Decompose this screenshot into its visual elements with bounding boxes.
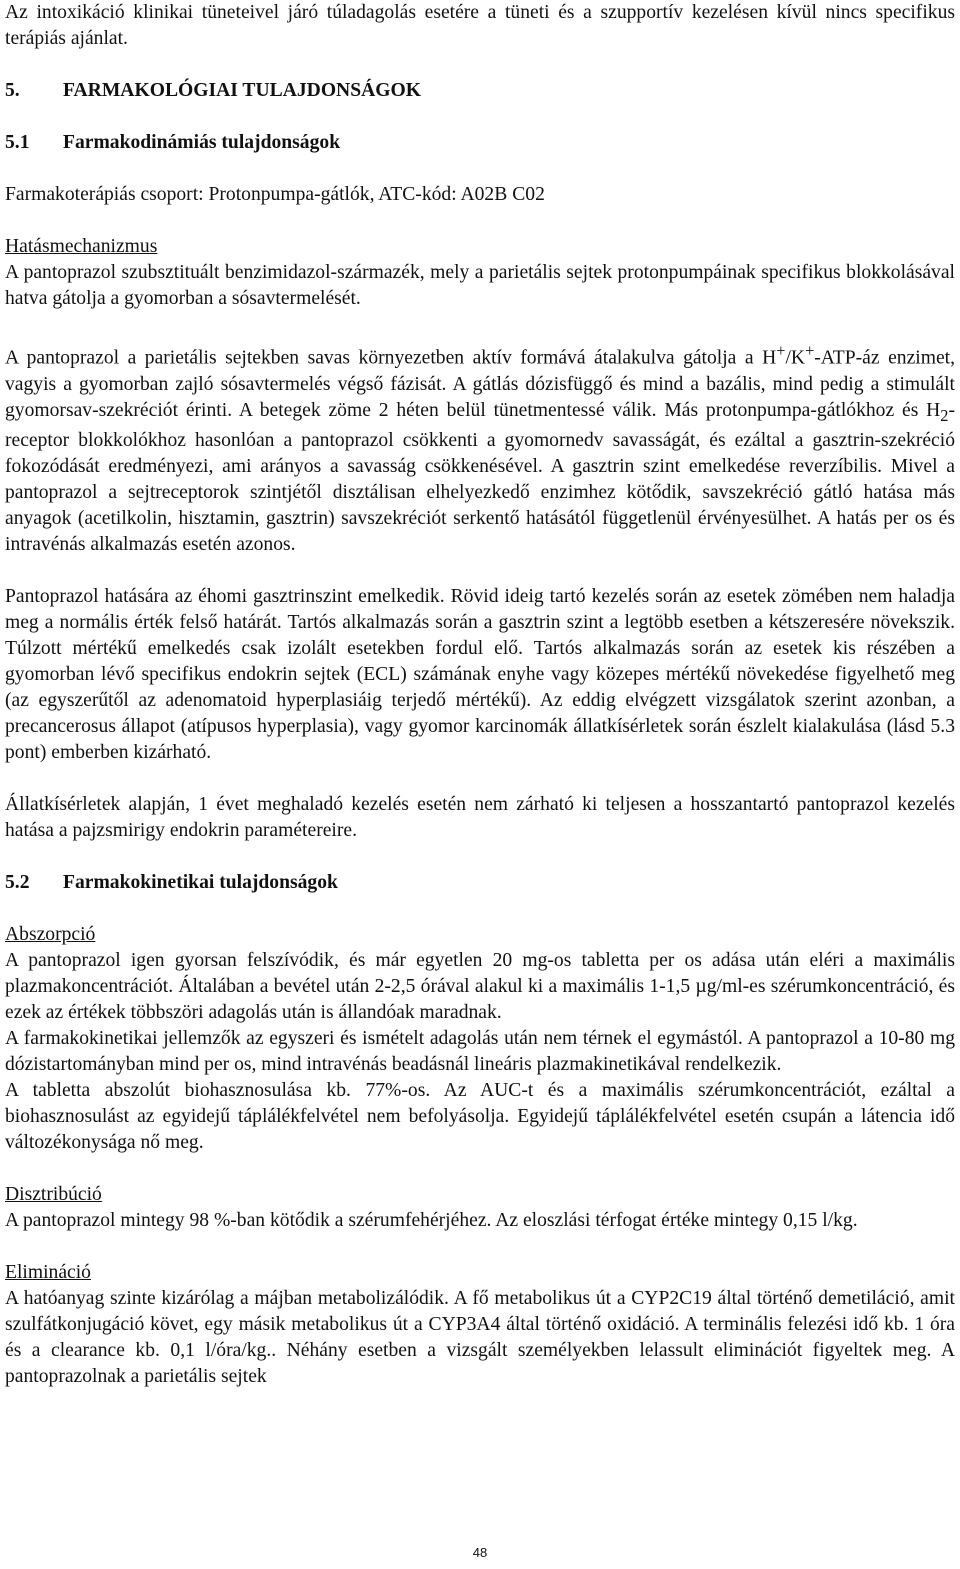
section-title: FARMAKOLÓGIAI TULAJDONSÁGOK — [63, 80, 421, 101]
section-number: 5.1 — [5, 132, 30, 153]
absorption-heading: Abszorpció — [5, 924, 96, 946]
elimination-paragraph: A hatóanyag szinte kizárólag a májban metabolizálódik. A fő metabolikus út a CYP2C19 által történő demetiláció, amit szulfátkonjugáció követ, egy másik metabolikus út a CYP3A4 által történő oxidáció. A terminális felezési idő kb. 1 óra és a clearance kb. 0,1 l/óra/kg.. Néhány esetben a vizsgált személyekben lelassult eliminációt figyeltek meg. A pantoprazolnak a parietális sejtek — [5, 1288, 955, 1388]
section-title: Farmakodinámiás tulajdonságok — [63, 132, 341, 153]
text-run: A pantoprazol a parietális sejtekben savas környezetben aktív formává átalakulva gátolja a H — [5, 347, 777, 369]
intro-paragraph: Az intoxikáció klinikai tüneteivel járó túladagolás esetére a tüneti és a szupportív kezelésen kívül nincs specifikus terápiás ajánlat. — [5, 2, 955, 49]
section-title: Farmakokinetikai tulajdonságok — [63, 872, 338, 894]
subscript: 2 — [940, 405, 949, 425]
elimination-heading: Elimináció — [5, 1262, 91, 1284]
absorption-paragraph-2: A farmakokinetikai jellemzők az egyszeri és ismételt adagolás után nem térnek el egymástól. A pantoprazol a 10-80 mg dózistartományban mind per os, mind intravénás beadásnál lineáris plazmakinetikával rendelkezik. — [5, 1028, 955, 1076]
animal-studies-paragraph: Állatkísérletek alapján, 1 évet meghaladó kezelés esetén nem zárható ki teljesen a hosszantartó pantoprazol kezelés hatása a pajzsmirigy endokrin paramétereire. — [5, 794, 955, 842]
distribution-heading: Disztribúció — [5, 1184, 102, 1206]
page-number: 48 — [472, 1545, 488, 1560]
section-5-2-heading — [5, 870, 955, 896]
text-run: -ATP-áz enzimet, vagyis a gyomorban zajló sósavtermelés végső fázisát. A gátlás dózisfüggő és mind a bazális, mind pedig a stimulált gyomorsav-szekréciót érinti. A betegek zöme 2 héten belül tünetmentessé válik. Más protonpumpa-gátlókhoz és H — [5, 347, 955, 421]
superscript: + — [805, 341, 815, 360]
section-5-heading — [5, 78, 955, 104]
section-5-1-heading — [5, 130, 955, 156]
gastrin-paragraph: Pantoprazol hatására az éhomi gasztrinszint emelkedik. Rövid ideig tartó kezelés során az esetek zömében nem haladja meg a normális érték felső határát. Tartós alkalmazás során a gasztrin szint a legtöbb esetben a kétszeresére növekszik. Túlzott mértékű emelkedés csak izolált esetekben fordul elő. Tartós alkalmazás során az esetek kis részében a gyomorban lévő specifikus endokrin sejtek (ECL) számának enyhe vagy közepes mértékű növekedése figyelhető meg (az egyszerűtől az adenomatoid hyperplasiáig terjedő mértékű). Az eddig elvégzett vizsgálatok szerint azonban, a precancerosus állapot (atípusos hyperplasia), vagy gyomor karcinomák állatkísérletek során észlelt kialakulása (lásd 5.3 pont) emberben kizárható. — [5, 586, 955, 764]
text-run: -receptor blokkolókhoz hasonlóan a pantoprazol csökkenti a gyomornedv savasságát, és ezáltal a gasztrin-szekréció fokozódását eredményezi, ami arányos a savasság csökkenésével. A gasztrin szint emelkedése reverzíbilis. Mivel a pantoprazol a sejtreceptorok szintjétől disztálisan elhelyezkedő enzimhez kötődik, savszekréció gátló hatása más anyagok (acetilkolin, hisztamin, gasztrin) savszekréciót serkentő hatásától függetlenül érvényesülhet. A hatás per os és intravénás alkalmazás esetén azonos. — [5, 399, 955, 556]
text-run: /K — [785, 347, 806, 369]
superscript: + — [776, 341, 786, 360]
section-number: 5.2 — [5, 872, 30, 894]
section-number: 5. — [5, 80, 20, 101]
absorption-paragraph-1: A pantoprazol igen gyorsan felszívódik, és már egyetlen 20 mg-os tabletta per os adása után eléri a maximális plazmakoncentrációt. Általában a bevétel után 2-2,5 órával alakul ki a maximális 1-1,5 µg/ml-es szérumkoncentráció, és ezek az értékek többszöri adagolás után is állandóak maradnak. — [5, 950, 955, 1024]
document-page — [5, 0, 955, 1390]
absorption-paragraph-3: A tabletta abszolút biohasznosulása kb. 77%-os. Az AUC-t és a maximális szérumkoncentrációt, ezáltal a biohasznosulást az egyidejű táplálékfelvétel nem befolyásolja. Egyidejű táplálékfelvétel esetén csupán a látencia idő változékonysága nő meg. — [5, 1080, 955, 1154]
mechanism-paragraph: A pantoprazol szubsztituált benzimidazol-származék, mely a parietális sejtek protonpumpáinak specifikus blokkolásával hatva gátolja a gyomorban a sósavtermelését. — [5, 262, 955, 309]
mechanism-detail-paragraph — [5, 338, 955, 558]
pharmacotherapeutic-group: Farmakoterápiás csoport: Protonpumpa-gátlók, ATC-kód: A02B C02 — [5, 184, 545, 205]
mechanism-heading: Hatásmechanizmus — [5, 236, 158, 257]
distribution-paragraph: A pantoprazol mintegy 98 %-ban kötődik a szérumfehérjéhez. Az eloszlási térfogat értéke mintegy 0,15 l/kg. — [5, 1210, 858, 1232]
